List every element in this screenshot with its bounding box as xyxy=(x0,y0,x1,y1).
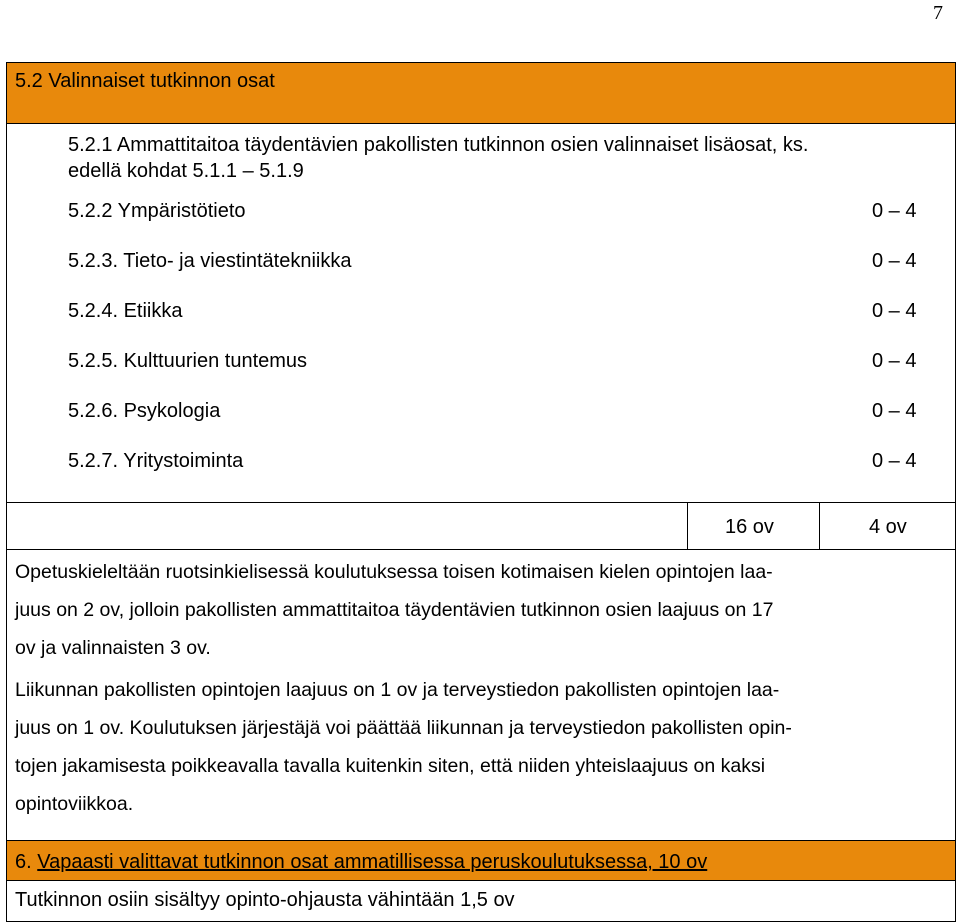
paragraph-line: juus on 2 ov, jolloin pakollisten ammattitaitoa täydentävien tutkinnon osien laajuus on 17 xyxy=(15,599,774,621)
guidance-row xyxy=(6,880,956,922)
notes-box xyxy=(6,549,956,841)
guidance-text: Tutkinnon osiin sisältyy opinto-ohjausta vähintään 1,5 ov xyxy=(15,889,515,911)
total-value: 16 ov xyxy=(725,516,774,538)
page-number: 7 xyxy=(933,2,943,24)
section-title: 5.2 Valinnaiset tutkinnon osat xyxy=(15,70,275,92)
module-range: 0 – 4 xyxy=(872,350,917,372)
module-row xyxy=(68,300,928,326)
module-row xyxy=(68,200,928,226)
totals-divider xyxy=(687,503,688,549)
module-row xyxy=(68,450,928,476)
paragraph-line: Opetuskieleltään ruotsinkielisessä koulutuksessa toisen kotimaisen kielen opintojen laa- xyxy=(15,561,773,583)
section-6-number: 6. xyxy=(15,851,32,873)
module-name: 5.2.6. Psykologia xyxy=(68,400,221,422)
module-name: 5.2.4. Etiikka xyxy=(68,300,183,322)
module-range: 0 – 4 xyxy=(872,300,917,322)
module-row xyxy=(68,350,928,376)
module-row xyxy=(68,400,928,426)
totals-divider xyxy=(819,503,820,549)
paragraph-line: juus on 1 ov. Koulutuksen järjestäjä voi päättää liikunnan ja terveystiedon pakollisten opin- xyxy=(15,717,792,739)
module-name: 5.2.2 Ympäristötieto xyxy=(68,200,246,222)
module-row xyxy=(68,250,928,276)
module-range: 0 – 4 xyxy=(872,250,917,272)
total-value: 4 ov xyxy=(869,516,907,538)
section-6-title xyxy=(15,851,707,874)
paragraph-line: Liikunnan pakollisten opintojen laajuus on 1 ov ja terveystiedon pakollisten opintojen laa- xyxy=(15,679,780,701)
paragraph-swedish-language xyxy=(15,553,945,667)
section-header xyxy=(6,62,956,124)
section-6-text: Vapaasti valittavat tutkinnon osat ammatillisessa peruskoulutuksessa, 10 ov xyxy=(37,851,708,873)
paragraph-line: opintoviikkoa. xyxy=(15,793,134,815)
module-name: 5.2.3. Tieto- ja viestintätekniikka xyxy=(68,250,352,272)
module-range: 0 – 4 xyxy=(872,400,917,422)
module-intro-line: edellä kohdat 5.1.1 – 5.1.9 xyxy=(68,160,304,182)
paragraph-line: ov ja valinnaisten 3 ov. xyxy=(15,637,211,659)
paragraph-line: tojen jakamisesta poikkeavalla tavalla kuitenkin siten, että niiden yhteislaajuus on kaksi xyxy=(15,755,766,777)
module-name: 5.2.7. Yritystoiminta xyxy=(68,450,244,472)
module-name: 5.2.5. Kulttuurien tuntemus xyxy=(68,350,308,372)
optional-modules-list xyxy=(6,123,956,503)
module-intro-line: 5.2.1 Ammattitaitoa täydentävien pakollisten tutkinnon osien valinnaiset lisäosat, ks. xyxy=(68,134,809,156)
section-6-header xyxy=(6,840,956,881)
module-intro xyxy=(68,132,938,184)
paragraph-physical-education xyxy=(15,671,945,823)
totals-row xyxy=(6,502,956,550)
module-range: 0 – 4 xyxy=(872,200,917,222)
module-range: 0 – 4 xyxy=(872,450,917,472)
